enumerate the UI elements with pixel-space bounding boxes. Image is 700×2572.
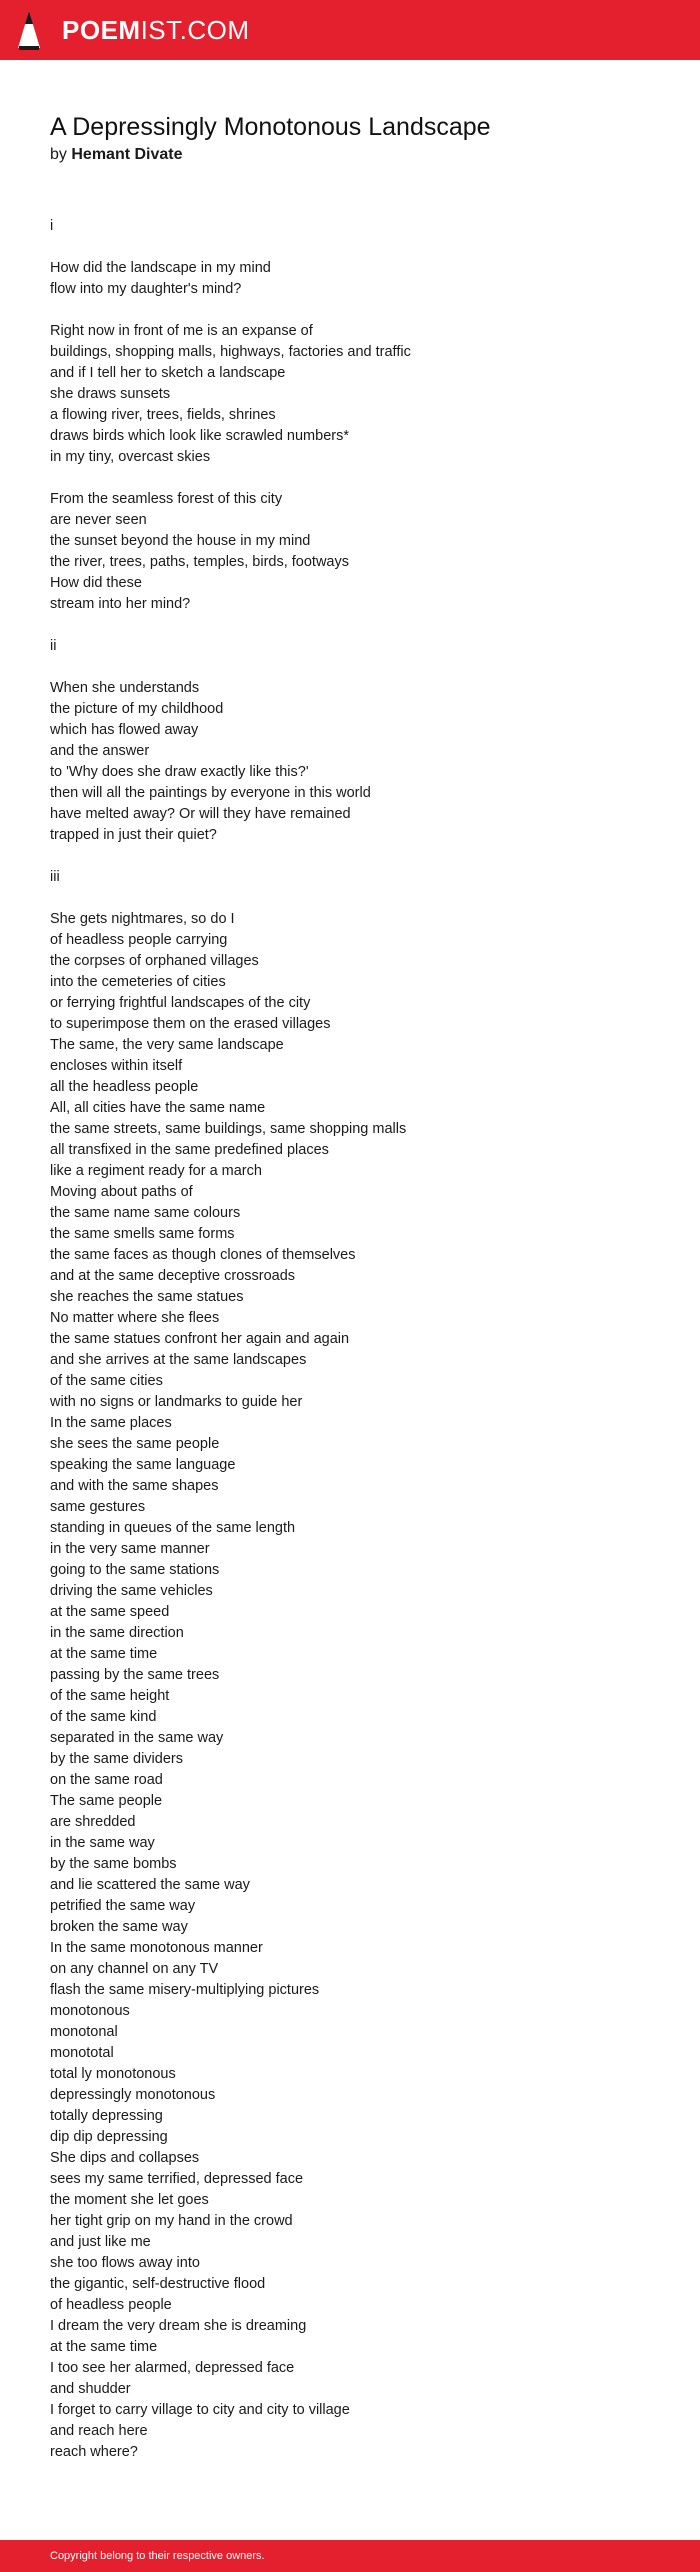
poem-line: of headless people (50, 2297, 172, 2313)
poem-line: Moving about paths of (50, 1184, 193, 1200)
poem-line: a flowing river, trees, fields, shrines (50, 407, 276, 423)
poem-line: her tight grip on my hand in the crowd (50, 2213, 293, 2229)
poem-line: on the same road (50, 1772, 163, 1788)
poem-line: the same statues confront her again and again (50, 1331, 350, 1347)
pencil-tip-icon[interactable] (16, 8, 42, 52)
poem-line: into the cemeteries of cities (50, 974, 226, 990)
poem-line: driving the same vehicles (50, 1583, 213, 1599)
poem-line: of the same kind (50, 1709, 157, 1725)
poem-line: to superimpose them on the erased villages (50, 1016, 331, 1032)
poem-line: buildings, shopping malls, highways, factories and traffic (50, 344, 411, 360)
poem-line: same gestures (50, 1499, 146, 1515)
poem-line: totally depressing (50, 2108, 163, 2124)
poem-line: are never seen (50, 512, 147, 528)
header-bar (0, 0, 700, 60)
poem-line: at the same time (50, 1646, 158, 1662)
poem-line: and reach here (50, 2423, 148, 2439)
poem-line: She dips and collapses (50, 2150, 200, 2166)
poem-line: monototal (50, 2045, 114, 2061)
poem-line: sees my same terrified, depressed face (50, 2171, 304, 2187)
poem-line: The same people (50, 1793, 163, 1809)
poem-line: encloses within itself (50, 1058, 183, 1074)
poem-line: she sees the same people (50, 1436, 220, 1452)
poem-line: all the headless people (50, 1079, 199, 1095)
poem-line: she too flows away into (50, 2255, 200, 2271)
stanza-break (50, 657, 650, 678)
poem-line: How did these (50, 575, 142, 591)
poem-line: petrified the same way (50, 1898, 196, 1914)
poem-line: From the seamless forest of this city (50, 491, 283, 507)
poem-line: and she arrives at the same landscapes (50, 1352, 307, 1368)
poem-line: at the same time (50, 2339, 158, 2355)
poem-line: I forget to carry village to city and city to village (50, 2402, 350, 2418)
poem-line: All, all cities have the same name (50, 1100, 266, 1116)
poem-line: with no signs or landmarks to guide her (50, 1394, 303, 1410)
poem-line: going to the same stations (50, 1562, 220, 1578)
poem-line: and with the same shapes (50, 1478, 219, 1494)
stanza-break (50, 237, 650, 258)
poem-line: the river, trees, paths, temples, birds, footways (50, 554, 349, 570)
poem-line: In the same monotonous manner (50, 1940, 263, 1956)
poem-line: of the same cities (50, 1373, 163, 1389)
poem-line: are shredded (50, 1814, 136, 1830)
poem-line: then will all the paintings by everyone in this world (50, 785, 371, 801)
poem-line: I too see her alarmed, depressed face (50, 2360, 295, 2376)
poem-line: in the same way (50, 1835, 155, 1851)
poem-line: the same streets, same buildings, same shopping malls (50, 1121, 407, 1137)
brand-bold: POEM (62, 15, 141, 45)
poem-line: No matter where she flees (50, 1310, 220, 1326)
poem-line: standing in queues of the same length (50, 1520, 296, 1536)
poem-line: I dream the very dream she is dreaming (50, 2318, 307, 2334)
poem-line: When she understands (50, 680, 200, 696)
poem-line: she reaches the same statues (50, 1289, 244, 1305)
poem-line: of headless people carrying (50, 932, 228, 948)
poem-line: to 'Why does she draw exactly like this?' (50, 764, 309, 780)
poem-line: the same smells same forms (50, 1226, 235, 1242)
poem-line: broken the same way (50, 1919, 188, 1935)
poem-line: monotonal (50, 2024, 118, 2040)
poem-line: iii (50, 869, 60, 885)
poem-line: trapped in just their quiet? (50, 827, 217, 843)
poem-line: the gigantic, self-destructive flood (50, 2276, 266, 2292)
poem-line: i (50, 218, 54, 234)
poem-line: all transfixed in the same predefined places (50, 1142, 329, 1158)
by-label: by (50, 146, 67, 163)
poem-title: A Depressingly Monotonous Landscape (50, 113, 491, 141)
footer-bar (0, 2540, 700, 2572)
stanza-break (50, 615, 650, 636)
poem-line: and at the same deceptive crossroads (50, 1268, 296, 1284)
poem-line: the moment she let goes (50, 2192, 209, 2208)
poem-line: She gets nightmares, so do I (50, 911, 235, 927)
poem-header (50, 110, 650, 166)
poem-line: and shudder (50, 2381, 131, 2397)
poem-line: passing by the same trees (50, 1667, 220, 1683)
poem-line: In the same places (50, 1415, 172, 1431)
poem-body (50, 216, 650, 2463)
poem-line: dip dip depressing (50, 2129, 168, 2145)
poem-line: in the very same manner (50, 1541, 210, 1557)
poem-line: and the answer (50, 743, 150, 759)
poem-line: on any channel on any TV (50, 1961, 219, 1977)
poem-line: the same faces as though clones of themselves (50, 1247, 356, 1263)
copyright-notice: Copyright belong to their respective owners. (50, 2550, 265, 2562)
poem-line: in my tiny, overcast skies (50, 449, 211, 465)
author-name: Hemant Divate (71, 146, 183, 163)
poem-line: The same, the very same landscape (50, 1037, 284, 1053)
poem-line: the corpses of orphaned villages (50, 953, 259, 969)
poem-line: she draws sunsets (50, 386, 171, 402)
poem-line: like a regiment ready for a march (50, 1163, 262, 1179)
poem-line: flash the same misery-multiplying pictures (50, 1982, 320, 1998)
poem-line: by the same dividers (50, 1751, 183, 1767)
poem-line: ii (50, 638, 57, 654)
poem-line: stream into her mind? (50, 596, 191, 612)
site-logo-text[interactable] (62, 14, 250, 46)
poem-line: at the same speed (50, 1604, 170, 1620)
byline (50, 144, 650, 166)
poem-line: the same name same colours (50, 1205, 241, 1221)
stanza-break (50, 468, 650, 489)
poem-line: of the same height (50, 1688, 170, 1704)
poem-line: and lie scattered the same way (50, 1877, 250, 1893)
poem-line: reach where? (50, 2444, 138, 2460)
poem-line: How did the landscape in my mind (50, 260, 271, 276)
poem-line: and just like me (50, 2234, 151, 2250)
poem-line: in the same direction (50, 1625, 184, 1641)
poem-line: Right now in front of me is an expanse of (50, 323, 313, 339)
stanza-break (50, 888, 650, 909)
poem-line: and if I tell her to sketch a landscape (50, 365, 286, 381)
poem-line: flow into my daughter's mind? (50, 281, 242, 297)
poem-line: which has flowed away (50, 722, 199, 738)
stanza-break (50, 846, 650, 867)
poem-line: total ly monotonous (50, 2066, 176, 2082)
stanza-break (50, 300, 650, 321)
poem-line: the picture of my childhood (50, 701, 224, 717)
poem-line: draws birds which look like scrawled numbers* (50, 428, 349, 444)
poem-line: depressingly monotonous (50, 2087, 216, 2103)
brand-light: IST.COM (140, 15, 250, 45)
poem-line: speaking the same language (50, 1457, 236, 1473)
poem-line: or ferrying frightful landscapes of the city (50, 995, 311, 1011)
poem-line: have melted away? Or will they have remained (50, 806, 351, 822)
poem-line: separated in the same way (50, 1730, 224, 1746)
poem-line: monotonous (50, 2003, 130, 2019)
poem-line: the sunset beyond the house in my mind (50, 533, 311, 549)
poem-line: by the same bombs (50, 1856, 177, 1872)
